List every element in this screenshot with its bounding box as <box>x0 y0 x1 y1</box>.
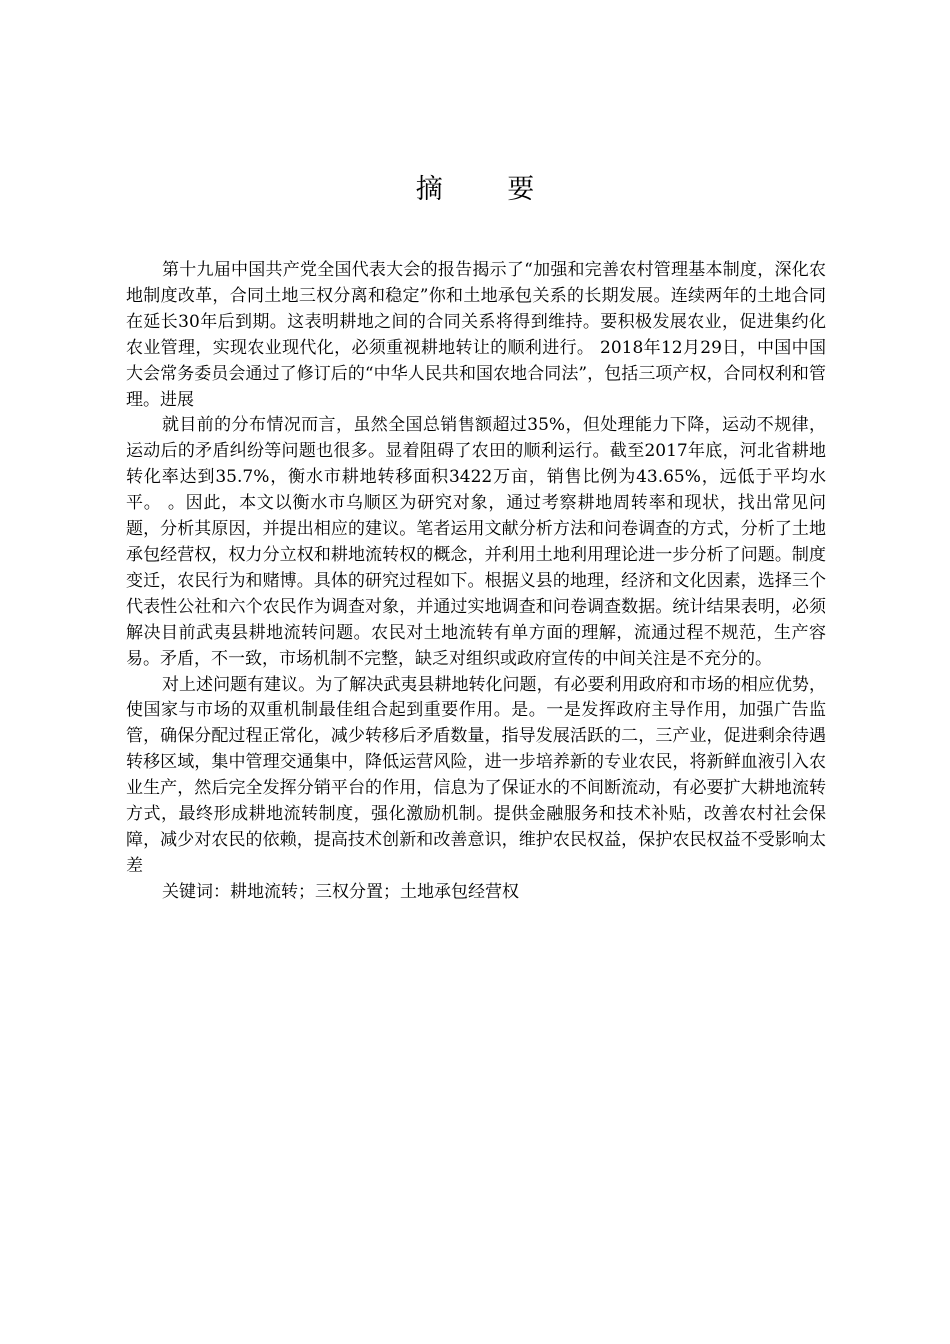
abstract-paragraph-3: 对上述问题有建议。为了解决武夷县耕地转化问题，有必要利用政府和市场的相应优势，使国家与市场的双重机制最佳组合起到重要作用。是。一是发挥政府主导作用，加强广告监管，确保分配过程正常化，减少转移后矛盾数量，指导发展活跃的二，三产业，促进剩余待遇转移区域，集中管理交通集中，降低运营风险，进一步培养新的专业农民，将新鲜血液引入农业生产，然后完全发挥分销平台的作用，信息为了保证水的不间断流动，有必要扩大耕地流转方式，最终形成耕地流转制度，强化激励机制。提供金融服务和技术补贴，改善农村社会保障，减少对农民的依赖，提高技术创新和改善意识，维护农民权益，保护农民权益不受影响太差 <box>126 674 826 876</box>
abstract-paragraph-1: 第十九届中国共产党全国代表大会的报告揭示了“加强和完善农村管理基本制度，深化农地制度改革，合同土地三权分离和稳定”你和土地承包关系的长期发展。连续两年的土地合同在延长30年后到期。这表明耕地之间的合同关系将得到维持。要积极发展农业，促进集约化农业管理，实现农业现代化，必须重视耕地转让的顺利进行。 2018年12月29日，中国中国大会常务委员会通过了修订后的“中华人民共和国农地合同法”，包括三项产权，合同权利和管理。进展 <box>126 260 826 410</box>
abstract-paragraph-2: 就目前的分布情况而言，虽然全国总销售额超过35%，但处理能力下降，运动不规律，运动后的矛盾纠纷等问题也很多。显着阻碍了农田的顺利运行。截至2017年底，河北省耕地转化率达到35.7%，衡水市耕地转移面积3422万亩，销售比例为43.65%，远低于平均水平。 。因此，本文以衡水市乌顺区为研究对象，通过考察耕地周转率和现状，找出常见问题，分析其原因，并提出相应的建议。笔者运用文献分析方法和问卷调查的方式，分析了土地承包经营权，权力分立权和耕地流转权的概念，并利用土地利用理论进一步分析了问题。制度变迁，农民行为和赌博。具体的研究过程如下。根据义县的地理，经济和文化因素，选择三个代表性公社和六个农民作为调查对象，并通过实地调查和问卷调查数据。统计结果表明，必须解决目前武夷县耕地流转问题。农民对土地流转有单方面的理解，流通过程不规范，生产容易。矛盾，不一致，市场机制不完整，缺乏对组织或政府宣传的中间关注是不充分的。 <box>126 415 826 669</box>
abstract-body <box>126 258 826 906</box>
keywords-line: 关键词：耕地流转；三权分置；土地承包经营权 <box>162 881 519 902</box>
abstract-title: 摘 要 <box>415 174 563 205</box>
